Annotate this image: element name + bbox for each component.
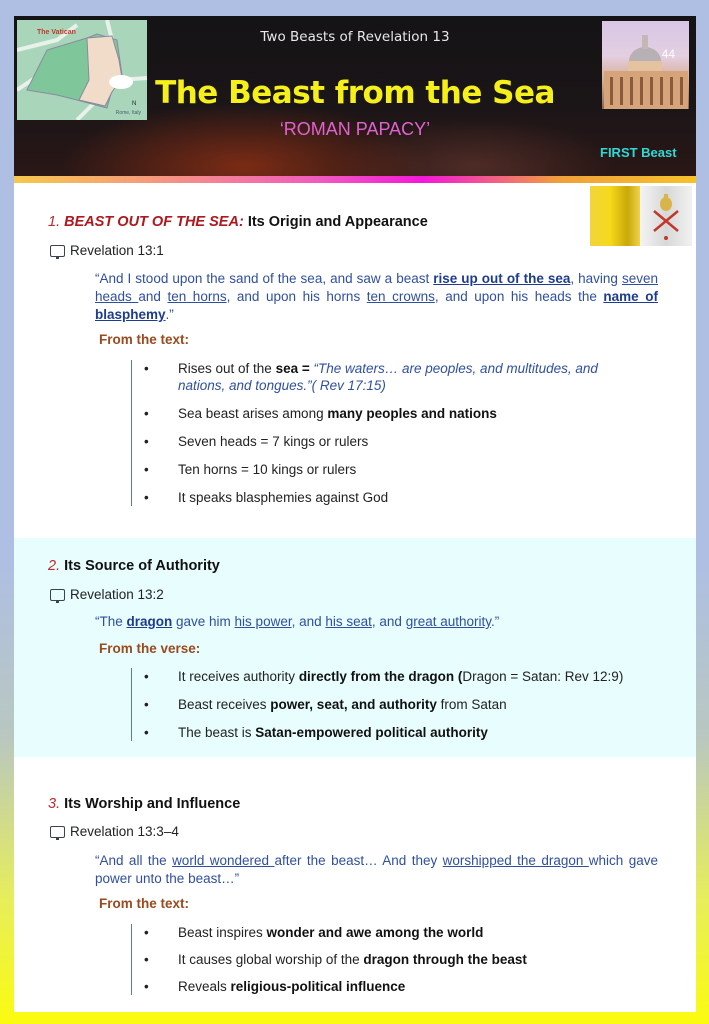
text-run: Seven heads = 7 kings or rulers [178,434,369,449]
header-banner [14,16,696,176]
page-title: The Beast from the Sea [155,75,555,111]
text-run: Rises out of the [178,361,276,376]
reference-text: Revelation 13:2 [70,587,164,602]
text-run: The beast is [178,725,256,740]
text-run: , and [371,614,406,629]
bullet-item [132,433,648,450]
section-number: 2. [48,558,61,574]
italic-blue-text-run: “The waters… are peoples, and multitudes, and nations, and tongues.”( Rev 17:15) [178,361,598,393]
header-gradient-bar [14,176,696,183]
section-1-heading [48,214,428,230]
bullet-item [132,696,648,713]
bullet-item [132,668,648,685]
text-run: from Satan [436,697,507,712]
section-title: Its Source of Authority [64,558,220,574]
text-run: .” [165,307,174,322]
book-icon [50,826,65,838]
bold-text-run: wonder and awe among the world [266,925,484,940]
text-run: It causes global worship of the [178,952,364,967]
text-run: gave him [172,614,235,629]
vatican-flag-image [590,186,692,246]
bullet-item [132,951,648,968]
section-1-reference [50,243,164,258]
book-icon [50,589,65,601]
text-run: Ten horns = 10 kings or rulers [178,462,357,477]
section-3-reference [50,824,179,839]
section-3-bullets [131,924,648,995]
bold-underline-text-run: name of blasphemy [95,289,658,322]
section-2-bullets [131,668,648,741]
section-3-quote [95,852,658,888]
section-3-notes-label: From the text: [99,896,190,911]
bullet-item [132,405,648,422]
bullet-item [132,924,648,941]
text-run: “And I stood upon the sand of the sea, and saw a beast [95,271,434,286]
bold-text-run: dragon through the beast [363,952,527,967]
text-run: “And all the [95,853,173,868]
bold-text-run: power, seat, and authority [270,697,437,712]
text-run: , and upon his heads the [434,289,604,304]
book-icon [50,245,65,257]
bullet-item [132,461,648,478]
section-3-heading [48,796,240,812]
text-run: , and [291,614,326,629]
page [14,16,696,1012]
bold-underline-text-run: rise up out of the sea [433,271,571,286]
section-2-heading [48,558,220,574]
st-peters-basilica-image [602,21,689,109]
text-run: and [138,289,168,304]
section-2-notes-label: From the verse: [99,641,201,656]
underline-text-run: ten horns [167,289,227,304]
text-run: which gave power unto the beast…” [95,853,658,886]
text-run: Beast receives [178,697,271,712]
page-number: 44 [661,47,675,61]
section-1-bullets [131,360,648,506]
text-run: It speaks blasphemies against God [178,490,389,505]
text-run: It receives authority [178,669,299,684]
underline-text-run: worshipped the dragon [442,853,589,868]
reference-text: Revelation 13:3–4 [70,824,179,839]
underline-text-run: world wondered [172,853,275,868]
bold-text-run: Satan-empowered political authority [255,725,488,740]
reference-text: Revelation 13:1 [70,243,164,258]
text-run: Reveals [178,979,231,994]
bullet-item [132,978,648,995]
map-title: The Vatican [37,29,76,36]
bold-text-run: many peoples and nations [327,406,497,421]
underline-text-run: seven heads [95,271,658,304]
bold-text-run: religious-political influence [230,979,406,994]
section-1-quote [95,270,658,324]
text-run: .” [491,614,500,629]
underline-text-run: great authority [405,614,491,629]
section-label: BEAST OUT OF THE SEA: [64,214,244,230]
bold-text-run: directly from the dragon ( [298,669,463,684]
section-number: 1. [48,214,61,230]
underline-text-run: his seat [325,614,372,629]
text-run: , having [570,271,622,286]
page-subtitle: ‘ROMAN PAPACY’ [279,119,431,139]
section-title: Its Worship and Influence [64,796,241,812]
bold-underline-text-run: dragon [126,614,173,629]
bullet-item [132,360,648,394]
section-number: 3. [48,796,61,812]
bullet-item [132,724,648,741]
text-run: Beast inspires [178,925,267,940]
first-beast-tag: FIRST Beast [600,145,677,160]
section-2-quote [95,613,658,631]
section-2-reference [50,587,164,602]
underline-text-run: ten crowns [366,289,435,304]
series-title: Two Beasts of Revelation 13 [260,29,450,45]
section-1-notes-label: From the text: [99,332,190,347]
bullet-item [132,489,648,506]
section-title: Its Origin and Appearance [247,214,428,230]
text-run: “The [95,614,127,629]
text-run: after the beast… And they [274,853,443,868]
text-run: Dragon = Satan: Rev 12:9) [462,669,624,684]
map-caption: Rome, Italy [115,110,141,116]
text-run: Sea beast arises among [178,406,328,421]
underline-text-run: his power [234,614,292,629]
svg-text:N: N [132,101,137,107]
text-run: , and upon his horns [226,289,367,304]
bold-text-run: sea = [275,361,314,376]
